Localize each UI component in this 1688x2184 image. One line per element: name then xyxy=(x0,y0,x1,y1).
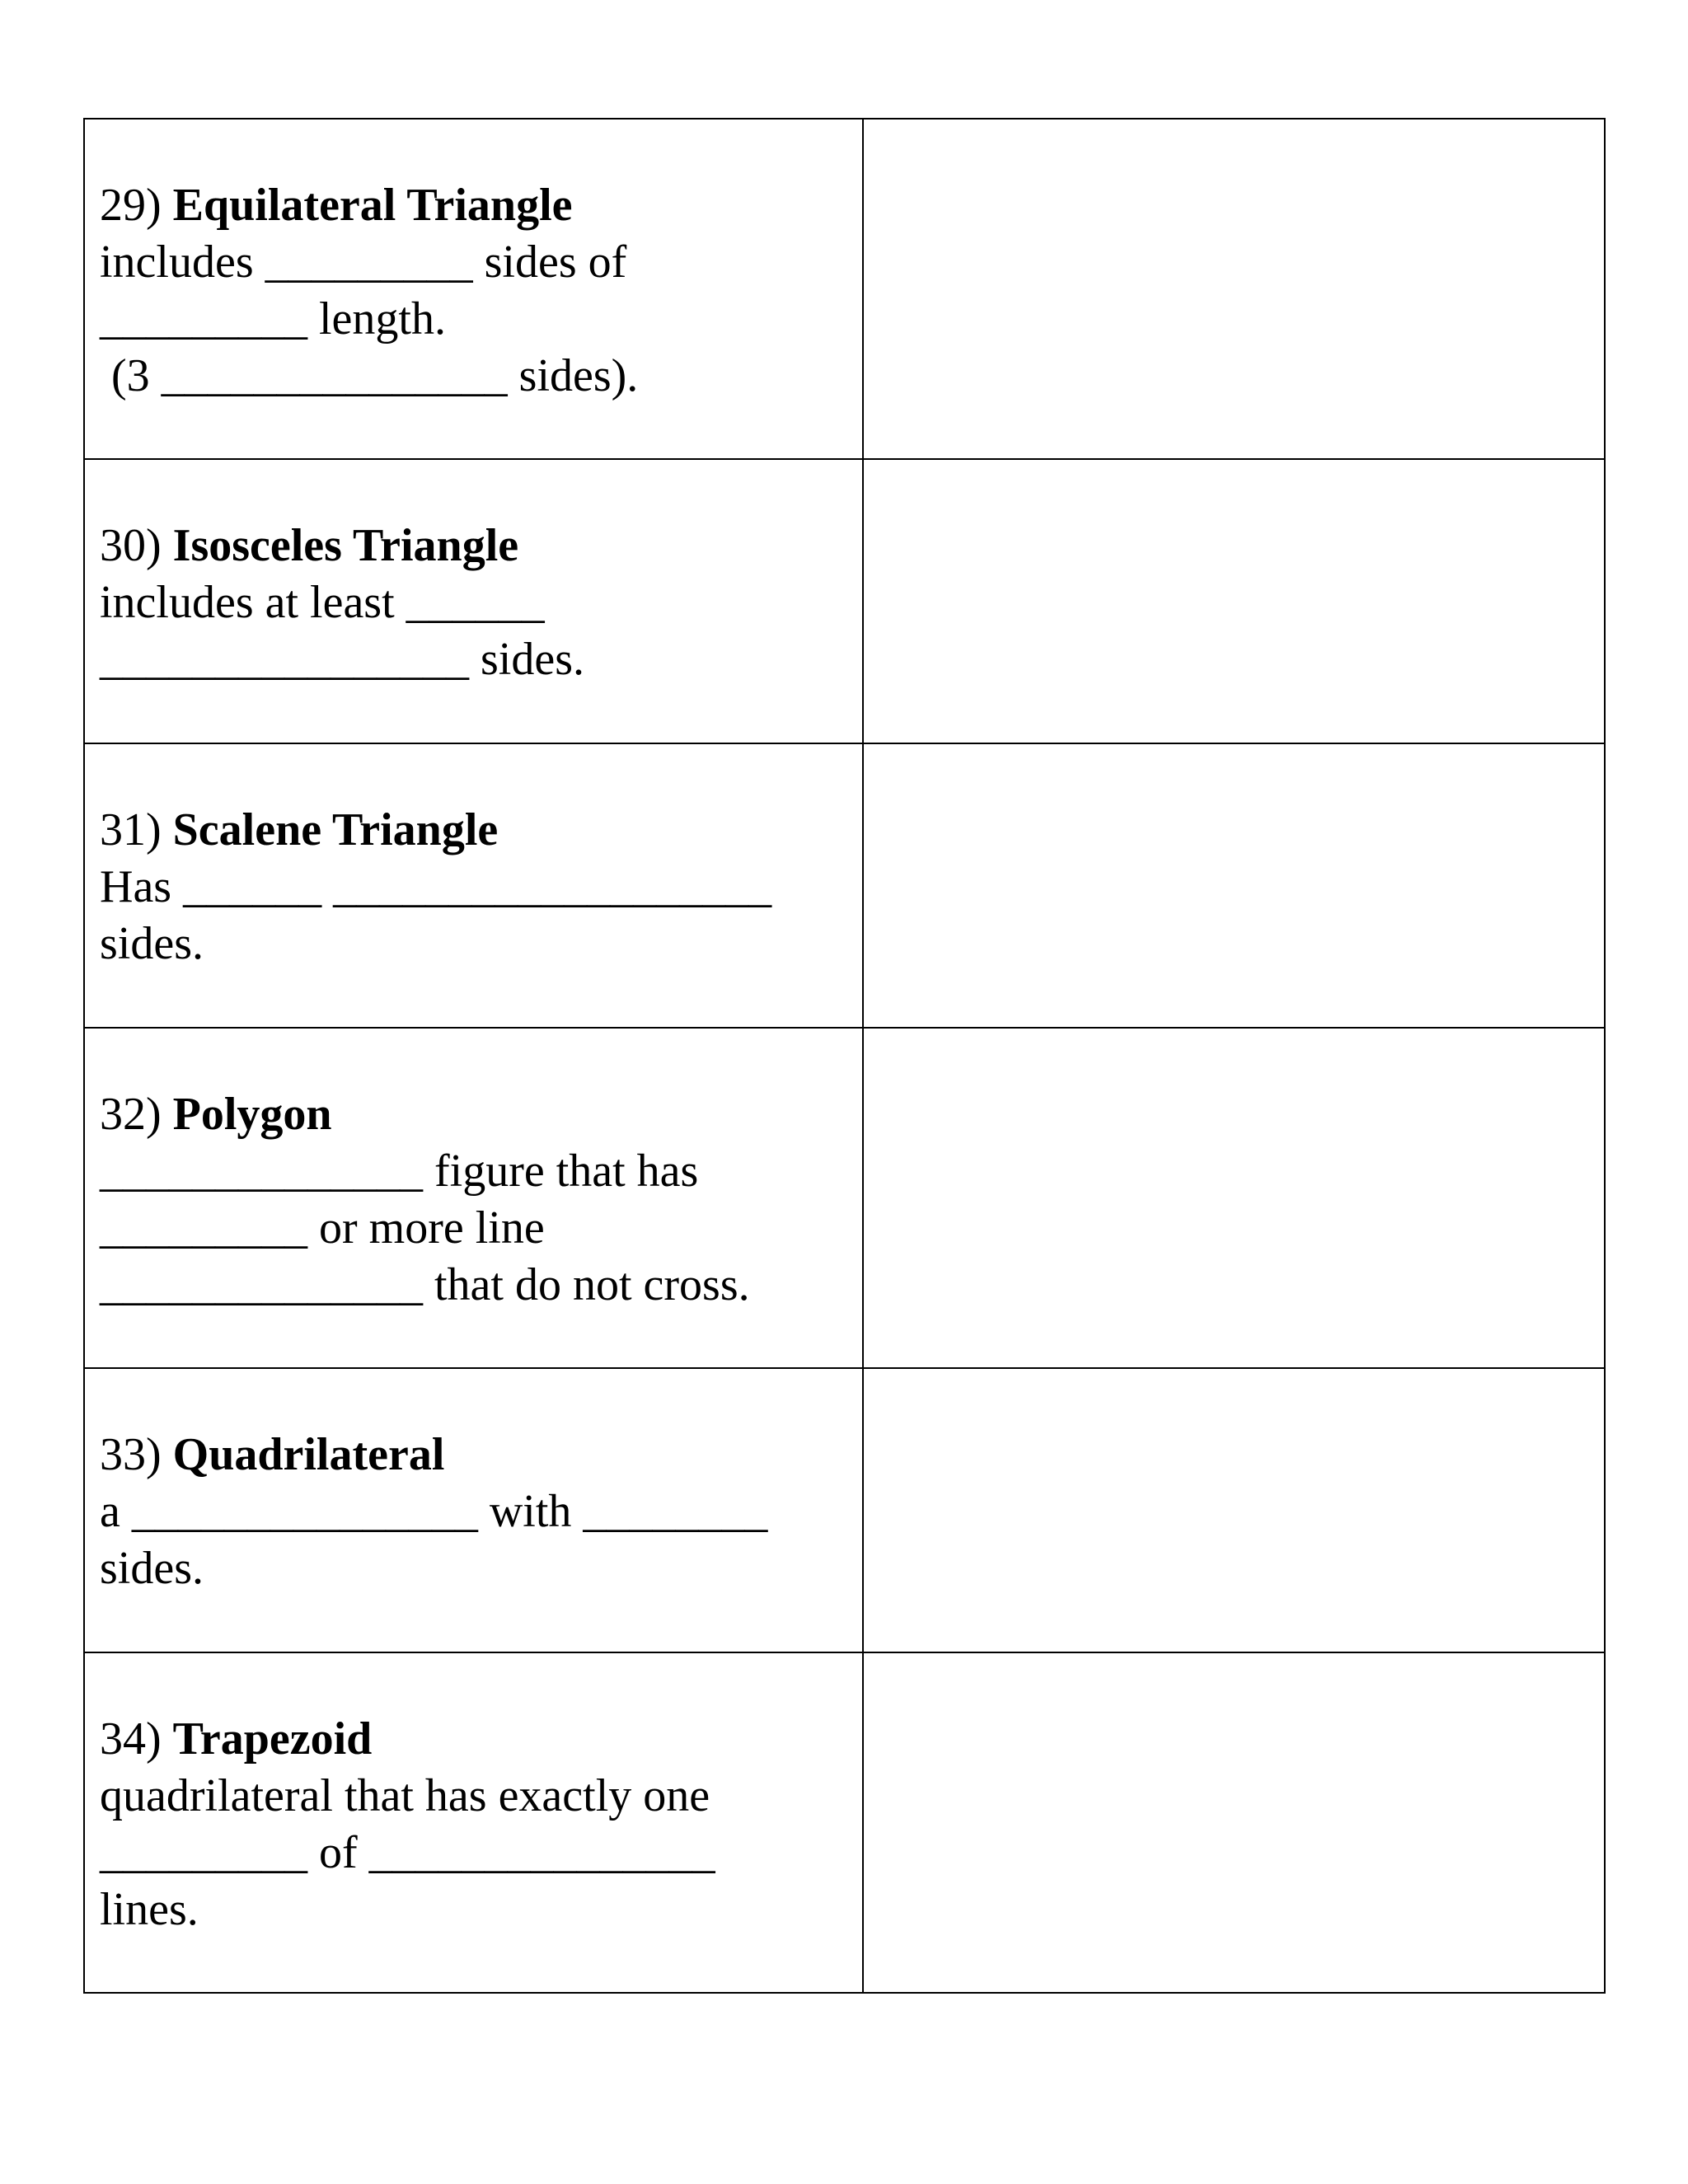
term-number: 32) xyxy=(100,1089,162,1140)
table-row xyxy=(84,1368,1605,1652)
term-heading xyxy=(100,1711,847,1768)
term-title: Equilateral Triangle xyxy=(172,180,573,231)
definition-line: _________ or more line xyxy=(100,1202,545,1254)
table-row xyxy=(84,459,1605,743)
answer-cell[interactable] xyxy=(863,459,1605,743)
term-heading xyxy=(100,802,847,859)
vocabulary-table xyxy=(83,118,1606,1994)
term-cell xyxy=(84,459,863,743)
answer-cell[interactable] xyxy=(863,1652,1605,1993)
definition-line: Has ______ ___________________ xyxy=(100,861,772,912)
definition-line: sides. xyxy=(100,1543,204,1594)
term-title: Quadrilateral xyxy=(172,1429,445,1480)
term-cell xyxy=(84,1652,863,1993)
definition-line: _________ of _______________ xyxy=(100,1827,715,1878)
table-row xyxy=(84,119,1605,459)
definition-line: _________ length. xyxy=(100,293,446,344)
term-cell xyxy=(84,119,863,459)
term-cell xyxy=(84,1028,863,1368)
term-number: 33) xyxy=(100,1429,162,1480)
definition-line: (3 _______________ sides). xyxy=(100,350,639,401)
definition-line: a _______________ with ________ xyxy=(100,1486,768,1537)
term-heading xyxy=(100,518,847,574)
definition-line: ______________ figure that has xyxy=(100,1146,699,1197)
definition-line: quadrilateral that has exactly one xyxy=(100,1770,710,1821)
definition-line: ________________ sides. xyxy=(100,634,584,685)
definition-line: includes at least ______ xyxy=(100,577,545,628)
term-cell xyxy=(84,1368,863,1652)
table-row xyxy=(84,1652,1605,1993)
definition-line: includes _________ sides of xyxy=(100,237,627,288)
answer-cell[interactable] xyxy=(863,1028,1605,1368)
term-heading xyxy=(100,177,847,234)
answer-cell[interactable] xyxy=(863,743,1605,1028)
term-number: 34) xyxy=(100,1713,162,1765)
term-number: 30) xyxy=(100,520,162,571)
table-row xyxy=(84,1028,1605,1368)
term-number: 31) xyxy=(100,804,162,855)
term-cell xyxy=(84,743,863,1028)
definition-line: ______________ that do not cross. xyxy=(100,1259,750,1310)
term-heading xyxy=(100,1427,847,1483)
definition-line: sides. xyxy=(100,918,204,969)
definition-line: lines. xyxy=(100,1884,199,1935)
answer-cell[interactable] xyxy=(863,1368,1605,1652)
answer-cell[interactable] xyxy=(863,119,1605,459)
term-title: Polygon xyxy=(172,1089,332,1140)
term-title: Isosceles Triangle xyxy=(172,520,519,571)
term-number: 29) xyxy=(100,180,162,231)
term-heading xyxy=(100,1086,847,1143)
term-title: Scalene Triangle xyxy=(172,804,499,855)
term-title: Trapezoid xyxy=(172,1713,373,1765)
table-row xyxy=(84,743,1605,1028)
